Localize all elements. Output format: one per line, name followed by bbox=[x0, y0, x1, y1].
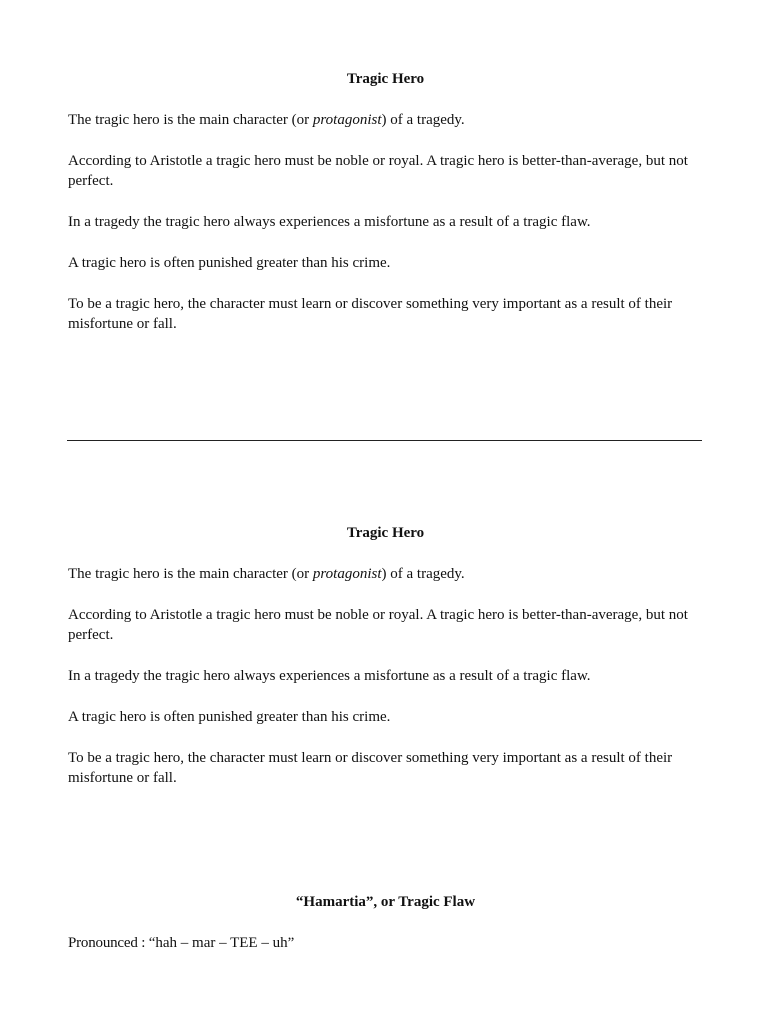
tragic-hero-section-1 bbox=[68, 70, 703, 355]
section-title: “Hamartia”, or Tragic Flaw bbox=[295, 894, 476, 910]
tragic-hero-section-2 bbox=[68, 524, 703, 809]
emphasis-protagonist: protagonist bbox=[312, 566, 382, 582]
section-title: Tragic Hero bbox=[346, 71, 425, 87]
paragraph-definition bbox=[68, 110, 703, 130]
paragraph-misfortune: In a tragedy the tragic hero always experiences a misfortune as a result of a tragic flaw. bbox=[68, 214, 591, 230]
paragraph-text: The tragic hero is the main character (or bbox=[68, 566, 313, 582]
paragraph-punishment: A tragic hero is often punished greater than his crime. bbox=[68, 255, 391, 271]
paragraph-text: ) of a tragedy. bbox=[381, 112, 465, 128]
paragraph-aristotle: According to Aristotle a tragic hero must be noble or royal. A tragic hero is better-than-average, but not perfect. bbox=[68, 607, 688, 643]
paragraph-discovery: To be a tragic hero, the character must learn or discover something very important as a result of their misfortune or fall. bbox=[68, 750, 673, 786]
pronunciation-label: Pronounced : bbox=[68, 935, 149, 951]
paragraph-text: The tragic hero is the main character (or bbox=[68, 112, 313, 128]
hamartia-section bbox=[68, 893, 703, 953]
section-title: Tragic Hero bbox=[346, 525, 425, 541]
pronunciation-line bbox=[68, 933, 703, 953]
paragraph-misfortune: In a tragedy the tragic hero always experiences a misfortune as a result of a tragic flaw. bbox=[68, 668, 591, 684]
emphasis-protagonist: protagonist bbox=[312, 112, 382, 128]
paragraph-aristotle: According to Aristotle a tragic hero must be noble or royal. A tragic hero is better-than-average, but not perfect. bbox=[68, 153, 688, 189]
paragraph-punishment: A tragic hero is often punished greater than his crime. bbox=[68, 709, 391, 725]
horizontal-divider bbox=[67, 440, 702, 441]
pronunciation-value: “hah – mar – TEE – uh” bbox=[148, 935, 295, 951]
paragraph-definition bbox=[68, 564, 703, 584]
paragraph-discovery: To be a tragic hero, the character must learn or discover something very important as a result of their misfortune or fall. bbox=[68, 296, 673, 332]
paragraph-text: ) of a tragedy. bbox=[381, 566, 465, 582]
